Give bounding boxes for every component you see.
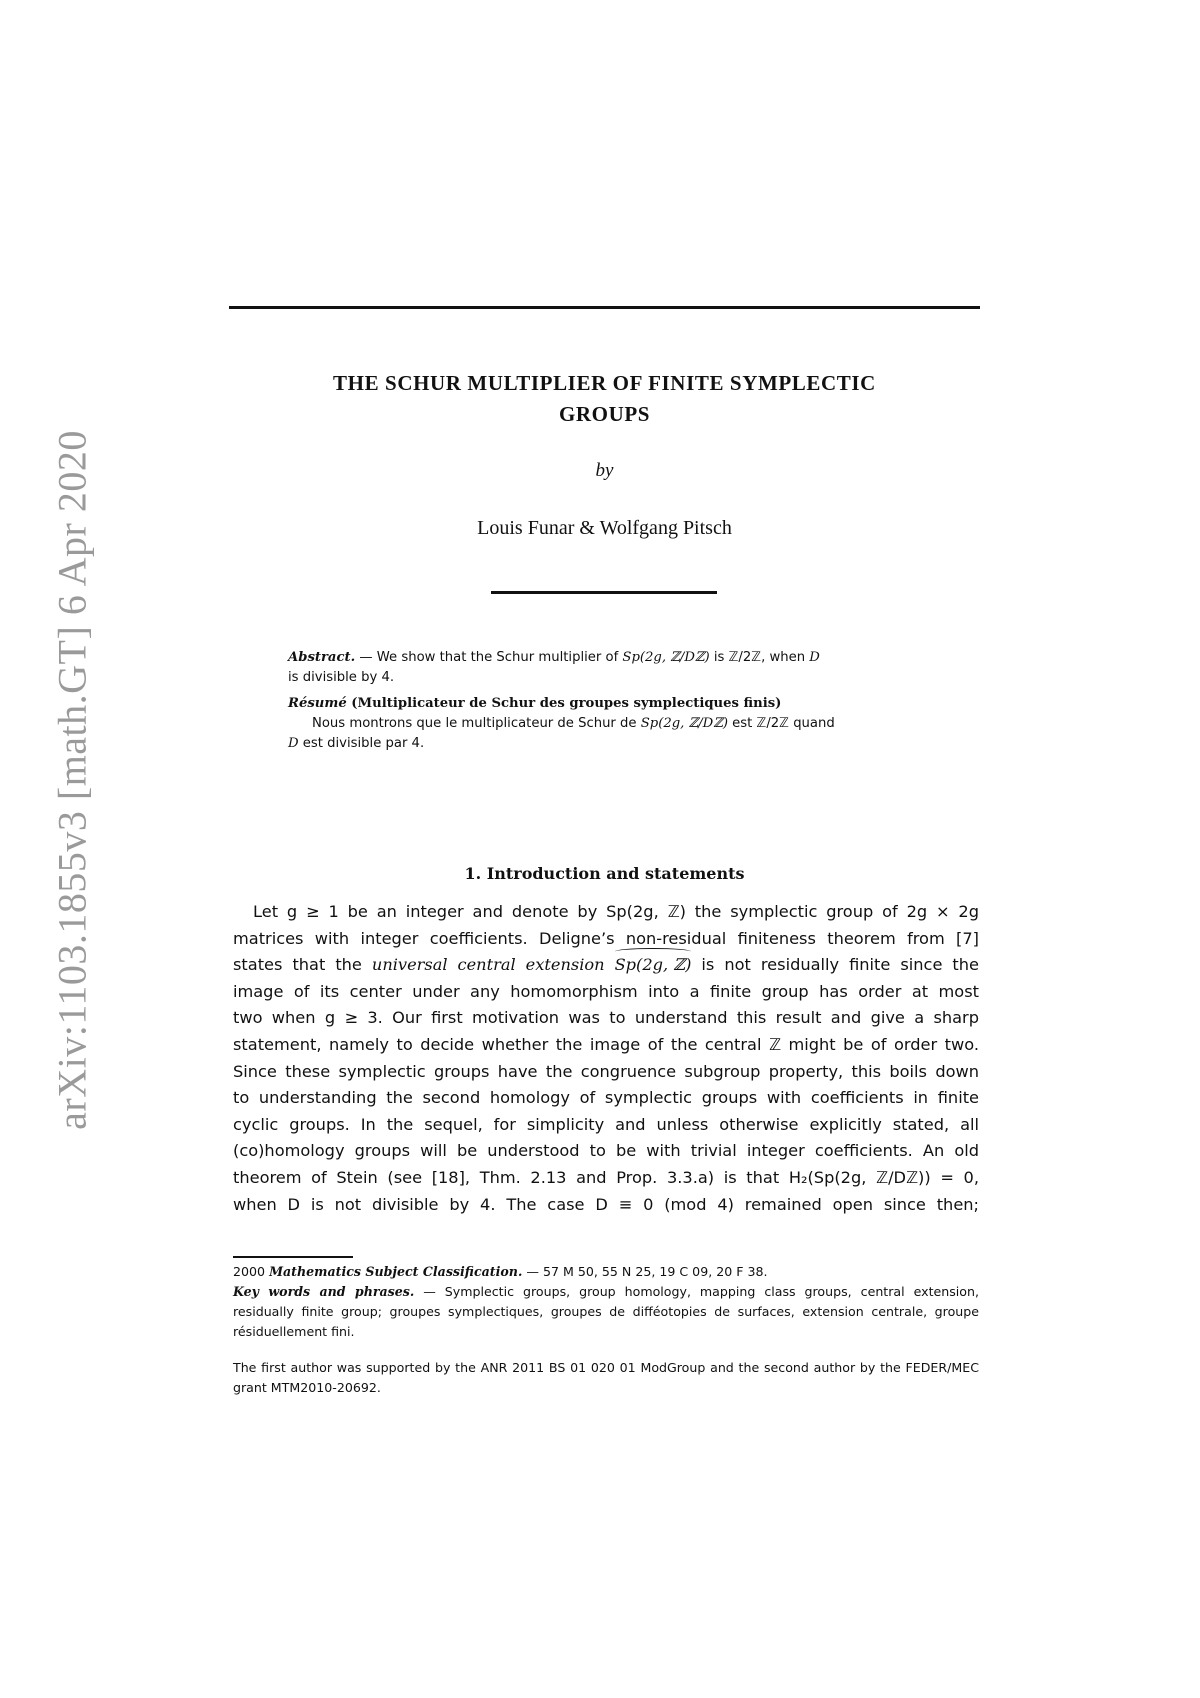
resume-paragraph xyxy=(288,694,924,754)
abstract-paragraph xyxy=(288,648,924,688)
body-line-9: cyclic groups. In the sequel, for simplicity and unless otherwise explicitly stated, all xyxy=(233,1114,979,1134)
abstract-dash: — xyxy=(355,650,377,665)
abstract-text-c: is divisible by 4. xyxy=(288,670,395,685)
footnote-rule xyxy=(233,1256,353,1258)
body-line-12: when D is not divisible by 4. The case D ≡ 0 (mod 4) remained open since then; xyxy=(233,1194,979,1214)
resume-text-a: Nous montrons que le multiplicateur de Schur de xyxy=(312,716,641,731)
footnotes-block xyxy=(233,1262,979,1398)
abstract-sp: Sp xyxy=(622,650,640,665)
keywords-text: — Symplectic groups, group homology, mapping class groups, central extension, residually finite group; groupes symplectiques, groupes de difféotopies de surfaces, extension centrale, groupe résiduellement fini. xyxy=(233,1284,979,1339)
resume-title: (Multiplicateur de Schur des groupes symplectiques finis) xyxy=(346,696,782,711)
abstract-text-a: We show that the Schur multiplier of xyxy=(376,650,623,665)
msc-prefix: 2000 xyxy=(233,1264,270,1279)
resume-arg: (2g, ℤ/Dℤ) xyxy=(658,716,728,731)
resume-text-c: est divisible par 4. xyxy=(298,736,425,751)
byline: by xyxy=(595,460,614,481)
author-names: Louis Funar & Wolfgang Pitsch xyxy=(477,517,732,539)
arxiv-identifier-stamp: arXiv:1103.1855v3 [math.GT] 6 Apr 2020 xyxy=(49,430,95,1130)
title-line-1: THE SCHUR MULTIPLIER OF FINITE SYMPLECTIC xyxy=(333,371,876,395)
body-line-7: Since these symplectic groups have the congruence subgroup property, this boils down xyxy=(233,1061,979,1081)
resume-sp: Sp xyxy=(640,716,659,731)
section-heading: 1. Introduction and statements xyxy=(464,864,745,883)
body-line-1: Let g ≥ 1 be an integer and denote by Sp(2g, ℤ) the symplectic group of 2g × 2g xyxy=(253,902,979,921)
body-line-5: two when g ≥ 3. Our first motivation was to understand this result and give a sharp xyxy=(233,1008,979,1028)
body-line-3 xyxy=(233,952,979,979)
body-line-8: to understanding the second homology of symplectic groups with coefficients in finite xyxy=(233,1088,979,1108)
body-line-4: image of its center under any homomorphism into a finite group has order at most xyxy=(233,981,979,1001)
body-line-2: matrices with integer coefficients. Deligne’s non-residual finiteness theorem from [7] xyxy=(233,928,979,948)
paper-title xyxy=(229,368,980,430)
msc-label: Mathematics Subject Classification. xyxy=(269,1264,523,1279)
abstract-text-b: is ℤ/2ℤ, when xyxy=(709,650,810,665)
keywords-footnote xyxy=(233,1282,979,1342)
msc-footnote xyxy=(233,1262,979,1282)
resume-d: D xyxy=(288,736,299,751)
msc-text: — 57 M 50, 55 N 25, 19 C 09, 20 F 38. xyxy=(522,1264,768,1279)
top-horizontal-rule xyxy=(229,306,980,309)
title-line-2: GROUPS xyxy=(558,402,651,426)
abstract-label: Abstract. xyxy=(288,650,356,665)
body-line-3d: is not residually finite since the xyxy=(691,955,979,975)
abstract-d: D xyxy=(809,650,820,665)
body-line-3-universal-extension: Sp(2g, ℤ) xyxy=(615,952,692,979)
author-separator-rule xyxy=(491,591,717,594)
body-line-3a: states that the xyxy=(233,955,372,975)
funding-footnote: The first author was supported by the ANR 2011 BS 01 020 01 ModGroup and the second author by the FEDER/MEC grant MTM2010-20692. xyxy=(233,1360,979,1395)
resume-text-b: est ℤ/2ℤ quand xyxy=(727,716,835,731)
keywords-label: Key words and phrases. xyxy=(233,1284,415,1299)
resume-label: Résumé xyxy=(288,696,347,711)
abstract-arg: (2g, ℤ/Dℤ) xyxy=(639,650,710,665)
body-paragraph xyxy=(233,899,979,1218)
abstract-block xyxy=(288,648,924,754)
body-line-6: statement, namely to decide whether the image of the central ℤ might be of order two. xyxy=(233,1034,979,1054)
body-line-3-emphasis: universal central extension xyxy=(371,955,605,975)
body-line-11: theorem of Stein (see [18], Thm. 2.13 and Prop. 3.3.a) is that H₂(Sp(2g, ℤ/Dℤ)) = 0, xyxy=(233,1167,979,1187)
body-line-10: (co)homology groups will be understood to be with trivial integer coefficients. An old xyxy=(233,1141,979,1161)
